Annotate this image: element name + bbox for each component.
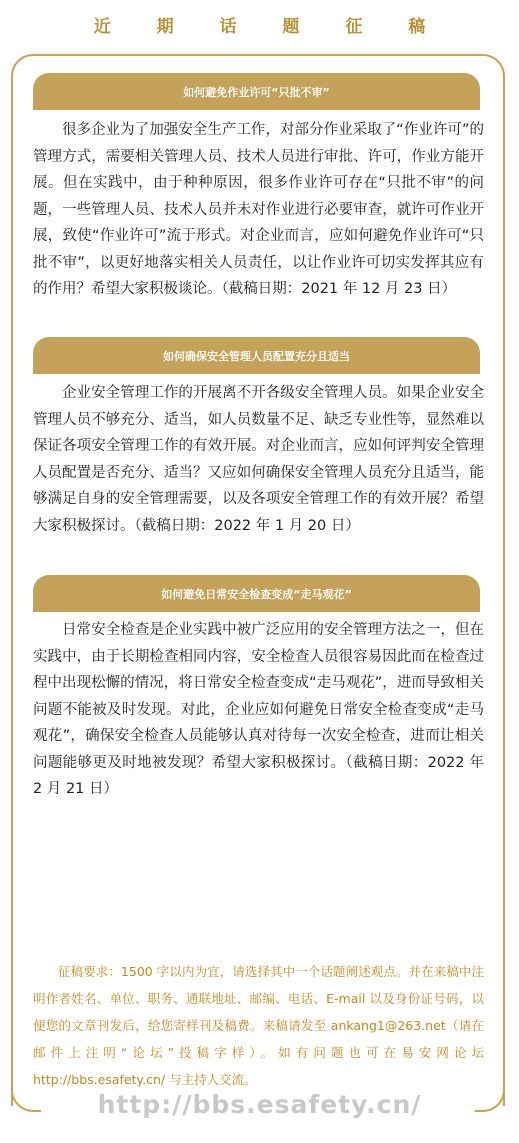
topic-1-title: 如何避免作业许可“只批不审” <box>33 73 480 110</box>
forum-watermark: http://bbs.esafety.cn/ <box>97 1090 422 1119</box>
page-header <box>0 0 519 48</box>
topic-1-body: 很多企业为了加强安全生产工作，对部分作业采取了“作业许可”的管理方式，需要相关管理人员、技术人员进行审批、许可，作业方能开展。但在实践中，由于种种原因，很多作业许可存在“只批不审”的问题，一些管理人员、技术人员并未对作业进行必要审查，就许可作业开展，致使“作业许可”流于形式。对企业而言，应如何避免作业许可“只批不审”，以更好地落实相关人员责任，以让作业许可切实发挥其应有的作用？希望大家积极谈论。（截稿日期：2021 年 12 月 23 日） <box>33 122 484 297</box>
topic-3-body: 日常安全检查是企业实践中被广泛应用的安全管理方法之一，但在实践中，由于长期检查相同内容，安全检查人员很容易因此而在检查过程中出现松懈的情况，将日常安全检查变成“走马观花”，进而导致相关问题不能被及时发现。对此，企业应如何避免日常安全检查变成“走马观花”，确保安全检查人员能够认真对待每一次安全检查，进而让相关问题能够更及时地被发现？希望大家积极探讨。（截稿日期：2022 年 2 月 21 日） <box>33 622 484 797</box>
topic-2-body: 企业安全管理工作的开展离不开各级安全管理人员。如果企业安全管理人员不够充分、适当，如人员数量不足、缺乏专业性等，显然难以保证各项安全管理工作的有效开展。对企业而言，应如何评判安全管理人员配置是否充分、适当？又应如何确保安全管理人员充分且适当，能够满足自身的安全管理需要，以及各项安全管理工作的有效开展？希望大家积极探讨。（截稿日期：2022 年 1 月 20 日） <box>33 385 484 534</box>
page-title: 近 期 话 题 征 稿 <box>93 16 446 37</box>
submission-requirements: 征稿要求：1500 字以内为宜，请选择其中一个话题阐述观点。并在来稿中注明作者姓名、单位、职务、通联地址、邮编、电话、E-mail 以及身份证号码，以便您的文章刊发后，给您寄样刊及稿费。来稿请发至 ankang1@263.net（请在邮件上注明“论坛”投稿字样）。如有问题也可在易安网论坛 http://bbs.esafety.cn/ 与主持人交流。 <box>33 964 484 1087</box>
topic-2-title: 如何确保安全管理人员配置充分且适当 <box>33 337 480 374</box>
topic-3-title: 如何避免日常安全检查变成“走马观花” <box>33 575 480 612</box>
